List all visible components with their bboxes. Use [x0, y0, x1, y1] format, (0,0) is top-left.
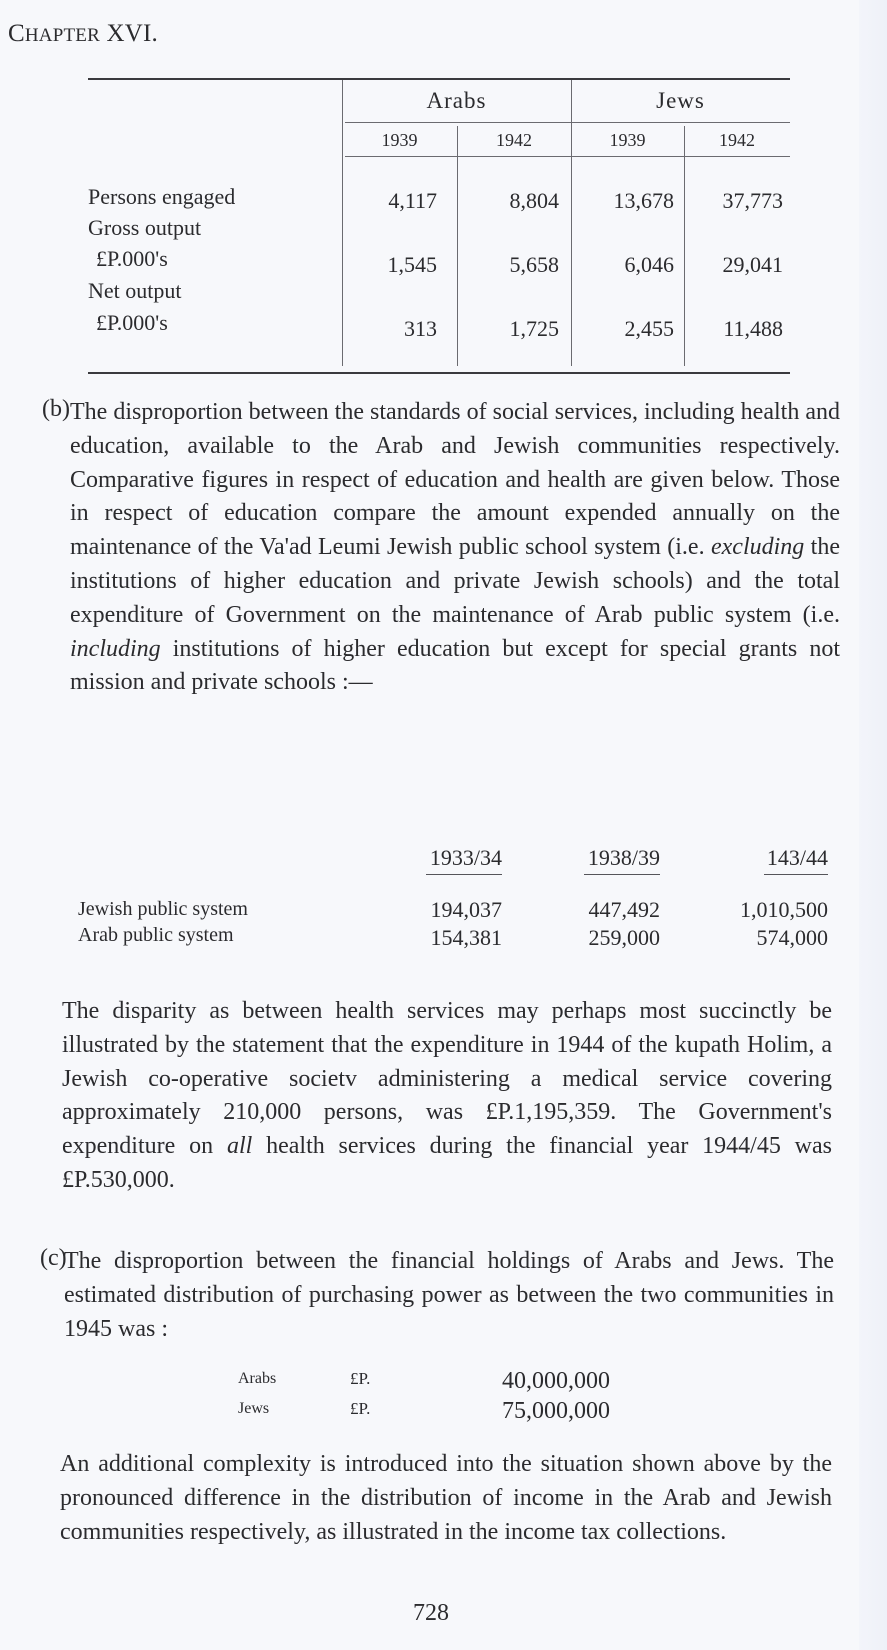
row-label: Persons engaged — [88, 184, 236, 209]
row-label-unit: £P.000's — [96, 310, 168, 335]
col-year: 1938/39 — [587, 845, 660, 870]
col-year: 1939 — [609, 130, 646, 150]
row-label: Arab public system — [78, 924, 234, 946]
row-label: Jews — [238, 1400, 270, 1417]
table-top-rule — [88, 78, 790, 80]
col-group-arabs: Arabs — [426, 88, 487, 113]
table-bottom-rule — [88, 372, 790, 374]
year-underline — [764, 874, 828, 875]
emphasis-excluding: excluding — [710, 534, 805, 561]
table-cell: 4,117 — [388, 188, 437, 213]
row-label: Gross output — [88, 215, 202, 240]
currency-label: £P. — [350, 1369, 371, 1388]
table-cell: 313 — [404, 316, 437, 341]
health-text: health services during the financial year 1944/45 was £P.530,000. — [62, 1133, 832, 1193]
table-cell: 40,000,000 — [502, 1368, 610, 1394]
year-underline — [584, 874, 660, 875]
table-cell: 13,678 — [613, 188, 674, 213]
health-text: The disparity as between health services may perhaps most succinctly be illustrated by the statement that the expenditure in 1944 of the kupath Holim, a Jewish co-operative societv administering a medical service covering approximately 210,000 persons, was £P.1,195,359. The Government's expenditure on — [62, 998, 832, 1160]
row-label: Jewish public system — [78, 898, 248, 920]
col-year: 1942 — [496, 130, 532, 150]
table-cell: 75,000,000 — [502, 1398, 610, 1424]
table-cell: 1,545 — [387, 252, 437, 277]
table-cell: 29,041 — [722, 252, 783, 277]
table-cell: 154,381 — [430, 925, 502, 950]
section-c-paragraph: The disproportion between the financial holdings of Arabs and Jews. The estimated distribution of purchasing power as between the two communities in 1945 was : — [64, 1248, 834, 1342]
table-cell: 2,455 — [624, 316, 674, 341]
table-cell: 6,046 — [624, 252, 674, 277]
emphasis-including: including — [70, 635, 161, 662]
col-year: 1933/34 — [429, 845, 502, 870]
page-edge-shadow — [859, 0, 887, 1650]
chapter-number: XVI. — [106, 20, 158, 47]
table-cell: 5,658 — [509, 252, 559, 277]
col-year: 143/44 — [766, 845, 828, 870]
chapter-heading-smallcaps: HAPTER — [24, 25, 100, 46]
table-cell: 574,000 — [756, 925, 828, 950]
closing-paragraph: An additional complexity is introduced into the situation shown above by the pronounced difference in the distribution of income in the Arab and Jewish communities respectively, as illustrated in the income tax collections. — [60, 1451, 832, 1545]
section-marker-c: (c) — [40, 1245, 67, 1271]
table-cell: 37,773 — [722, 188, 783, 213]
page-number: 728 — [413, 1600, 449, 1626]
table-cell: 1,725 — [509, 316, 559, 341]
year-underline — [426, 874, 502, 875]
chapter-heading-initial: C — [8, 20, 25, 47]
currency-label: £P. — [350, 1399, 371, 1418]
emphasis-all: all — [226, 1133, 253, 1160]
table-cell: 11,488 — [723, 316, 783, 341]
table-header-rule — [345, 122, 790, 123]
table-cell: 259,000 — [588, 925, 660, 950]
section-b-text: the institutions of higher education and private Jewish schools) and the total expenditure of Government on the maintenance of Arab public system (i.e. — [70, 534, 840, 628]
table-cell: 1,010,500 — [740, 897, 828, 922]
table-cell: 447,492 — [588, 897, 660, 922]
table-cell: 194,037 — [430, 897, 502, 922]
row-label: Arabs — [238, 1370, 277, 1387]
row-label-unit: £P.000's — [96, 246, 168, 271]
chapter-heading — [8, 20, 158, 48]
col-group-jews: Jews — [656, 88, 705, 113]
section-b-text: institutions of higher education but except for special grants not mission and private schools :— — [70, 635, 840, 696]
row-label: Net output — [88, 278, 182, 303]
col-year: 1942 — [719, 130, 755, 150]
col-year: 1939 — [381, 130, 418, 150]
section-marker-b: (b) — [42, 396, 70, 422]
section-b-paragraph — [70, 396, 840, 700]
health-paragraph — [62, 995, 832, 1198]
section-b-text: The disproportion between the standards of social services, including health and education, available to the Arab and Jewish communities respectively. Comparative figures in respect of education and health are given below. Those in respect of education compare the amount expended annually on the maintenance of the Va'ad Leumi Jewish public school system (i.e. — [70, 399, 840, 561]
table-subheader-rule — [345, 156, 790, 157]
table-cell: 8,804 — [509, 188, 559, 213]
